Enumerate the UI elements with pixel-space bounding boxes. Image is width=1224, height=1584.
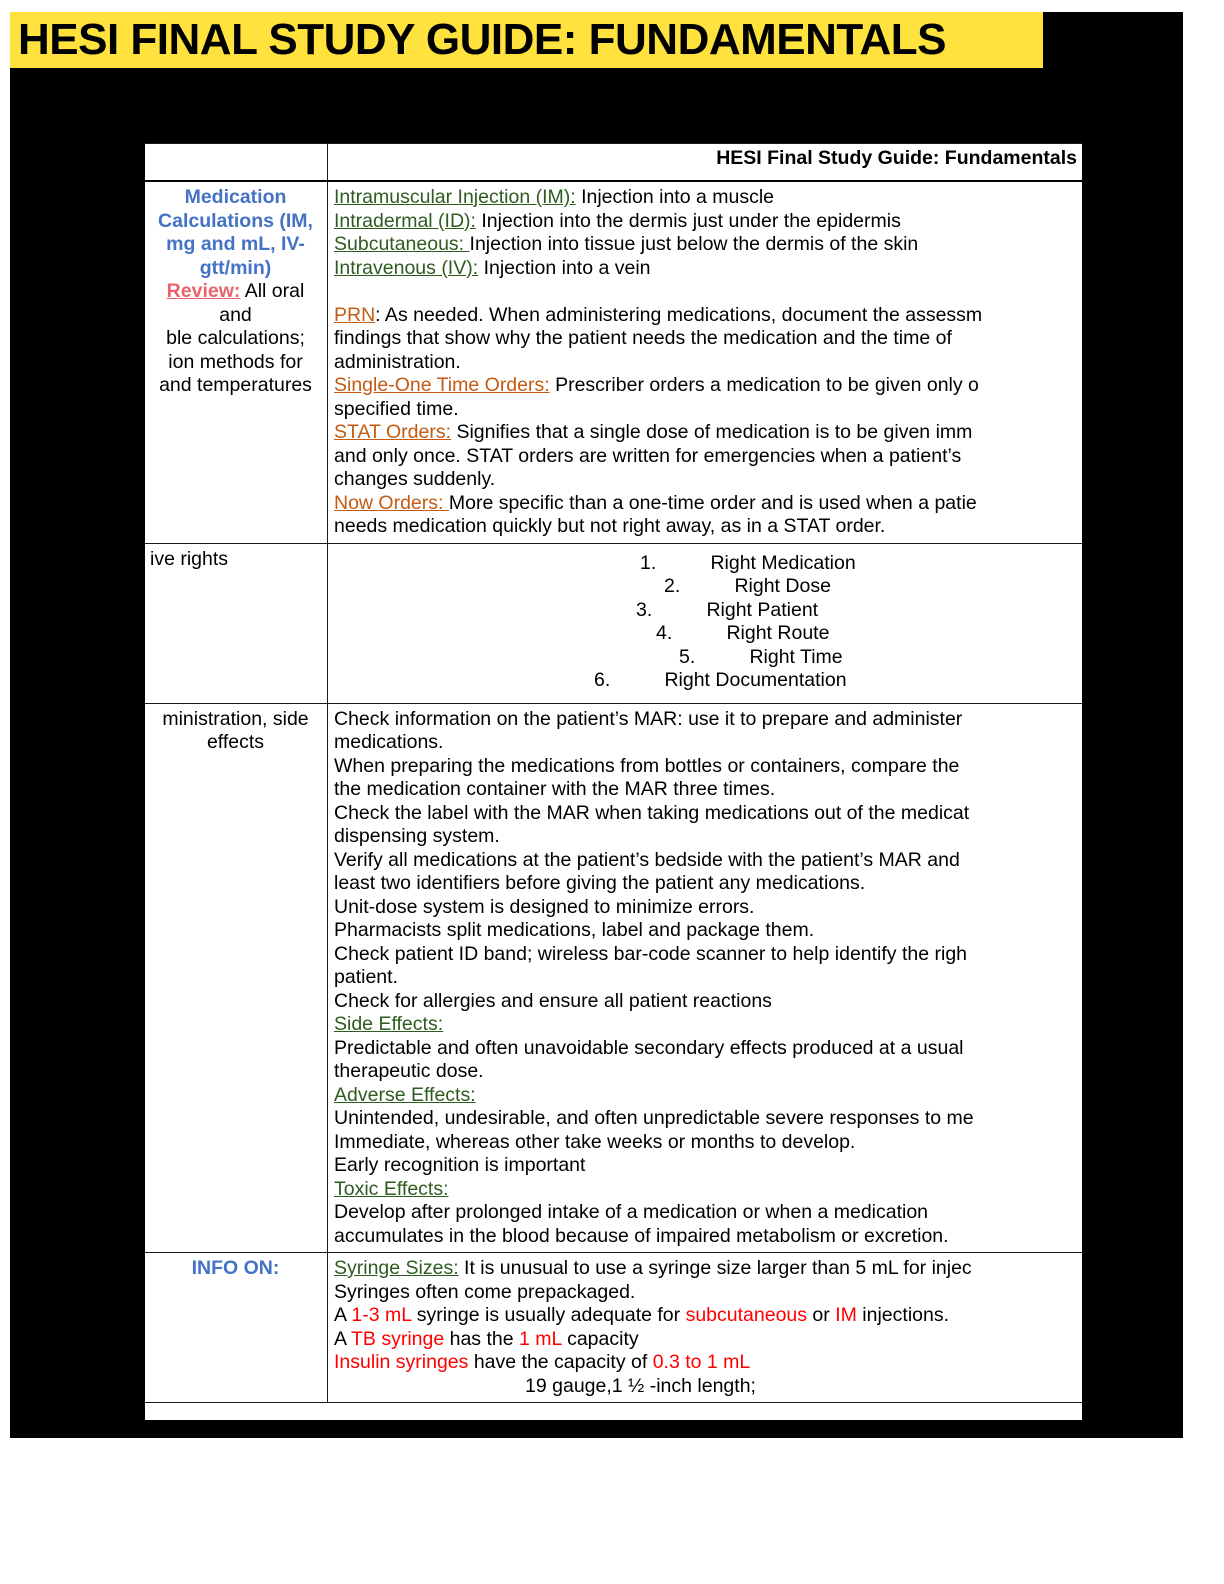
route-entry bbox=[334, 233, 1077, 257]
label-review-block bbox=[150, 280, 321, 327]
effects-heading bbox=[334, 1013, 1077, 1037]
route-text: Injection into a vein bbox=[478, 256, 651, 279]
syringe-prepackaged-line: Syringes often come prepackaged. bbox=[334, 1280, 636, 1303]
step-line: Verify all medications at the patient’s bedside with the patient’s MAR and bbox=[334, 848, 960, 871]
route-entry bbox=[334, 257, 1077, 281]
syringe-insulin-line bbox=[334, 1351, 1077, 1375]
rights-text: Right Documentation bbox=[664, 669, 847, 691]
order-term: Single-One Time Orders: bbox=[334, 374, 550, 396]
rights-text: Right Route bbox=[726, 622, 830, 644]
rights-number: 5. bbox=[679, 645, 696, 668]
route-im: IM bbox=[835, 1304, 857, 1326]
review-tag: Review: bbox=[166, 280, 241, 302]
effects-line: therapeutic dose. bbox=[334, 1060, 484, 1082]
order-line: More specific than a one-time order and is used when a patie bbox=[448, 491, 977, 514]
tb-capacity-value: 1 mL bbox=[519, 1327, 562, 1350]
redaction-overlay-left bbox=[10, 143, 145, 1433]
effects-term: Toxic Effects: bbox=[334, 1177, 449, 1200]
order-entry bbox=[334, 304, 1077, 328]
label-title: ive rights bbox=[150, 547, 229, 570]
review-line-2: ble calculations; bbox=[166, 327, 305, 349]
review-line-1: All oral and bbox=[219, 280, 305, 326]
syringe-size-value: 1-3 mL bbox=[351, 1304, 412, 1326]
rights-number: 2. bbox=[664, 575, 681, 597]
row-body-medication-calculations bbox=[328, 181, 1084, 543]
order-line: Signifies that a single dose of medication is to be given imm bbox=[451, 421, 973, 443]
table-row bbox=[144, 543, 1084, 703]
route-term: Intramuscular Injection (IM): bbox=[334, 186, 576, 208]
route-term: Intravenous (IV): bbox=[334, 256, 479, 279]
label-title-line-1: ministration, side bbox=[162, 707, 309, 730]
rights-number: 1. bbox=[640, 551, 657, 574]
review-line-4: and temperatures bbox=[159, 374, 312, 396]
order-line: needs medication quickly but not right away, as in a STAT order. bbox=[334, 515, 886, 537]
page-title: HESI FINAL STUDY GUIDE: FUNDAMENTALS bbox=[18, 15, 947, 64]
order-line: findings that show why the patient needs the medication and the time of bbox=[334, 327, 952, 349]
effects-line: Unintended, undesirable, and often unpredictable severe responses to me bbox=[334, 1107, 974, 1129]
table-row bbox=[144, 1253, 1084, 1403]
text-d: injections. bbox=[856, 1304, 950, 1326]
step-line: Check the label with the MAR when taking medications out of the medicat bbox=[334, 801, 970, 824]
order-line: : As needed. When administering medications, document the assessm bbox=[375, 303, 983, 326]
rights-text: Right Patient bbox=[706, 598, 819, 621]
table-row bbox=[144, 703, 1084, 1253]
effects-line: Immediate, whereas other take weeks or months to develop. bbox=[334, 1130, 856, 1153]
order-entry bbox=[334, 492, 1077, 516]
route-entry bbox=[334, 186, 1077, 210]
header-label-cell bbox=[144, 144, 328, 182]
step-line: Check for allergies and ensure all patient reactions bbox=[334, 989, 772, 1012]
rights-number: 3. bbox=[636, 598, 653, 621]
row-body-five-rights bbox=[328, 543, 1084, 703]
effects-heading bbox=[334, 1178, 1077, 1202]
label-title-line-2: effects bbox=[206, 731, 265, 753]
table-header-row bbox=[144, 144, 1084, 182]
step-line: Check patient ID band; wireless bar-code scanner to help identify the righ bbox=[334, 942, 968, 965]
rights-text: Right Dose bbox=[734, 575, 831, 597]
route-text: Injection into the dermis just under the epidermis bbox=[475, 209, 901, 232]
route-term: Subcutaneous: bbox=[334, 233, 470, 255]
order-line: specified time. bbox=[334, 397, 459, 420]
label-title: Medication Calculations (IM, mg and mL, IV-gtt/min) bbox=[158, 186, 313, 279]
rights-number: 4. bbox=[656, 622, 673, 644]
step-line: Unit-dose system is designed to minimize errors. bbox=[334, 895, 755, 918]
effects-line: Develop after prolonged intake of a medication or when a medication bbox=[334, 1201, 929, 1223]
redaction-overlay-upper-band bbox=[10, 68, 1183, 143]
rights-text: Right Medication bbox=[710, 551, 856, 574]
redaction-overlay-bottom bbox=[10, 1420, 1183, 1438]
order-line: and only once. STAT orders are written for emergencies when a patient’s bbox=[334, 444, 962, 467]
list-item bbox=[334, 599, 1077, 623]
step-line: dispensing system. bbox=[334, 825, 500, 847]
five-rights-list bbox=[334, 552, 1077, 693]
row-label-administration-side-effects bbox=[144, 703, 328, 1253]
insulin-syringe-type: Insulin syringes bbox=[334, 1351, 469, 1373]
list-item bbox=[334, 669, 1077, 693]
list-item bbox=[334, 552, 1077, 576]
order-term: Now Orders: bbox=[334, 491, 449, 514]
step-line: the medication container with the MAR three times. bbox=[334, 778, 776, 800]
effects-term: Side Effects: bbox=[334, 1013, 444, 1035]
table-header-title: HESI Final Study Guide: Fundamentals bbox=[328, 144, 1084, 182]
route-term: Intradermal (ID): bbox=[334, 209, 476, 232]
tb-syringe-type: TB syringe bbox=[351, 1327, 445, 1350]
study-guide-table bbox=[143, 143, 1084, 1403]
label-title: INFO ON: bbox=[191, 1257, 280, 1279]
step-line: Check information on the patient’s MAR: use it to prepare and administer bbox=[334, 707, 963, 730]
order-line: administration. bbox=[334, 350, 461, 373]
route-subcutaneous: subcutaneous bbox=[685, 1304, 808, 1326]
text-a: A bbox=[334, 1304, 352, 1326]
effects-line: Predictable and often unavoidable secondary effects produced at a usual bbox=[334, 1036, 964, 1059]
table-row bbox=[144, 181, 1084, 543]
text-c: capacity bbox=[561, 1327, 639, 1350]
redaction-overlay-right bbox=[1082, 143, 1183, 1433]
needle-gauge-line: 19 gauge,1 ½ -inch length; bbox=[525, 1374, 756, 1397]
syringe-sizes-text: It is unusual to use a syringe size larger than 5 mL for injec bbox=[458, 1257, 972, 1279]
order-entry bbox=[334, 421, 1077, 445]
row-label-info-on bbox=[144, 1253, 328, 1403]
order-line: Prescriber orders a medication to be given only o bbox=[549, 374, 979, 396]
step-line: patient. bbox=[334, 966, 398, 988]
syringe-sizes-entry bbox=[334, 1257, 1077, 1281]
redaction-overlay-top-right bbox=[1043, 12, 1183, 68]
list-item bbox=[334, 575, 1077, 599]
order-line: changes suddenly. bbox=[334, 468, 496, 490]
route-text: Injection into tissue just below the dermis of the skin bbox=[469, 233, 919, 255]
rights-text: Right Time bbox=[749, 645, 843, 668]
spacer-line bbox=[334, 280, 1077, 304]
text-a: A bbox=[334, 1327, 351, 1350]
effects-term: Adverse Effects: bbox=[334, 1083, 476, 1106]
row-body-info-on bbox=[328, 1253, 1084, 1403]
rights-number: 6. bbox=[594, 669, 611, 691]
route-entry bbox=[334, 210, 1077, 234]
text-a: have the capacity of bbox=[468, 1351, 653, 1373]
syringe-tb-line bbox=[334, 1328, 1077, 1352]
step-line: When preparing the medications from bottles or containers, compare the bbox=[334, 754, 960, 777]
syringe-sizes-term: Syringe Sizes: bbox=[334, 1257, 459, 1279]
effects-line: accumulates in the blood because of impaired metabolism or excretion. bbox=[334, 1224, 949, 1247]
step-line: least two identifiers before giving the patient any medications. bbox=[334, 872, 866, 894]
effects-line: Early recognition is important bbox=[334, 1154, 586, 1176]
order-term: STAT Orders: bbox=[334, 421, 452, 443]
review-line-3: ion methods for bbox=[168, 350, 303, 373]
syringe-adequate-line bbox=[334, 1304, 1077, 1328]
row-body-administration-side-effects bbox=[328, 703, 1084, 1253]
text-b: has the bbox=[444, 1327, 520, 1350]
effects-heading bbox=[334, 1084, 1077, 1108]
insulin-capacity-value: 0.3 to 1 mL bbox=[652, 1351, 751, 1373]
text-c: or bbox=[807, 1304, 836, 1326]
list-item bbox=[334, 622, 1077, 646]
list-item bbox=[334, 646, 1077, 670]
row-label-medication-calculations bbox=[144, 181, 328, 543]
text-b: syringe is usually adequate for bbox=[411, 1304, 686, 1326]
row-label-five-rights bbox=[144, 543, 328, 703]
step-line: Pharmacists split medications, label and package them. bbox=[334, 919, 815, 941]
order-entry bbox=[334, 374, 1077, 398]
step-line: medications. bbox=[334, 731, 444, 753]
route-text: Injection into a muscle bbox=[575, 186, 775, 208]
order-term: PRN bbox=[334, 303, 376, 326]
